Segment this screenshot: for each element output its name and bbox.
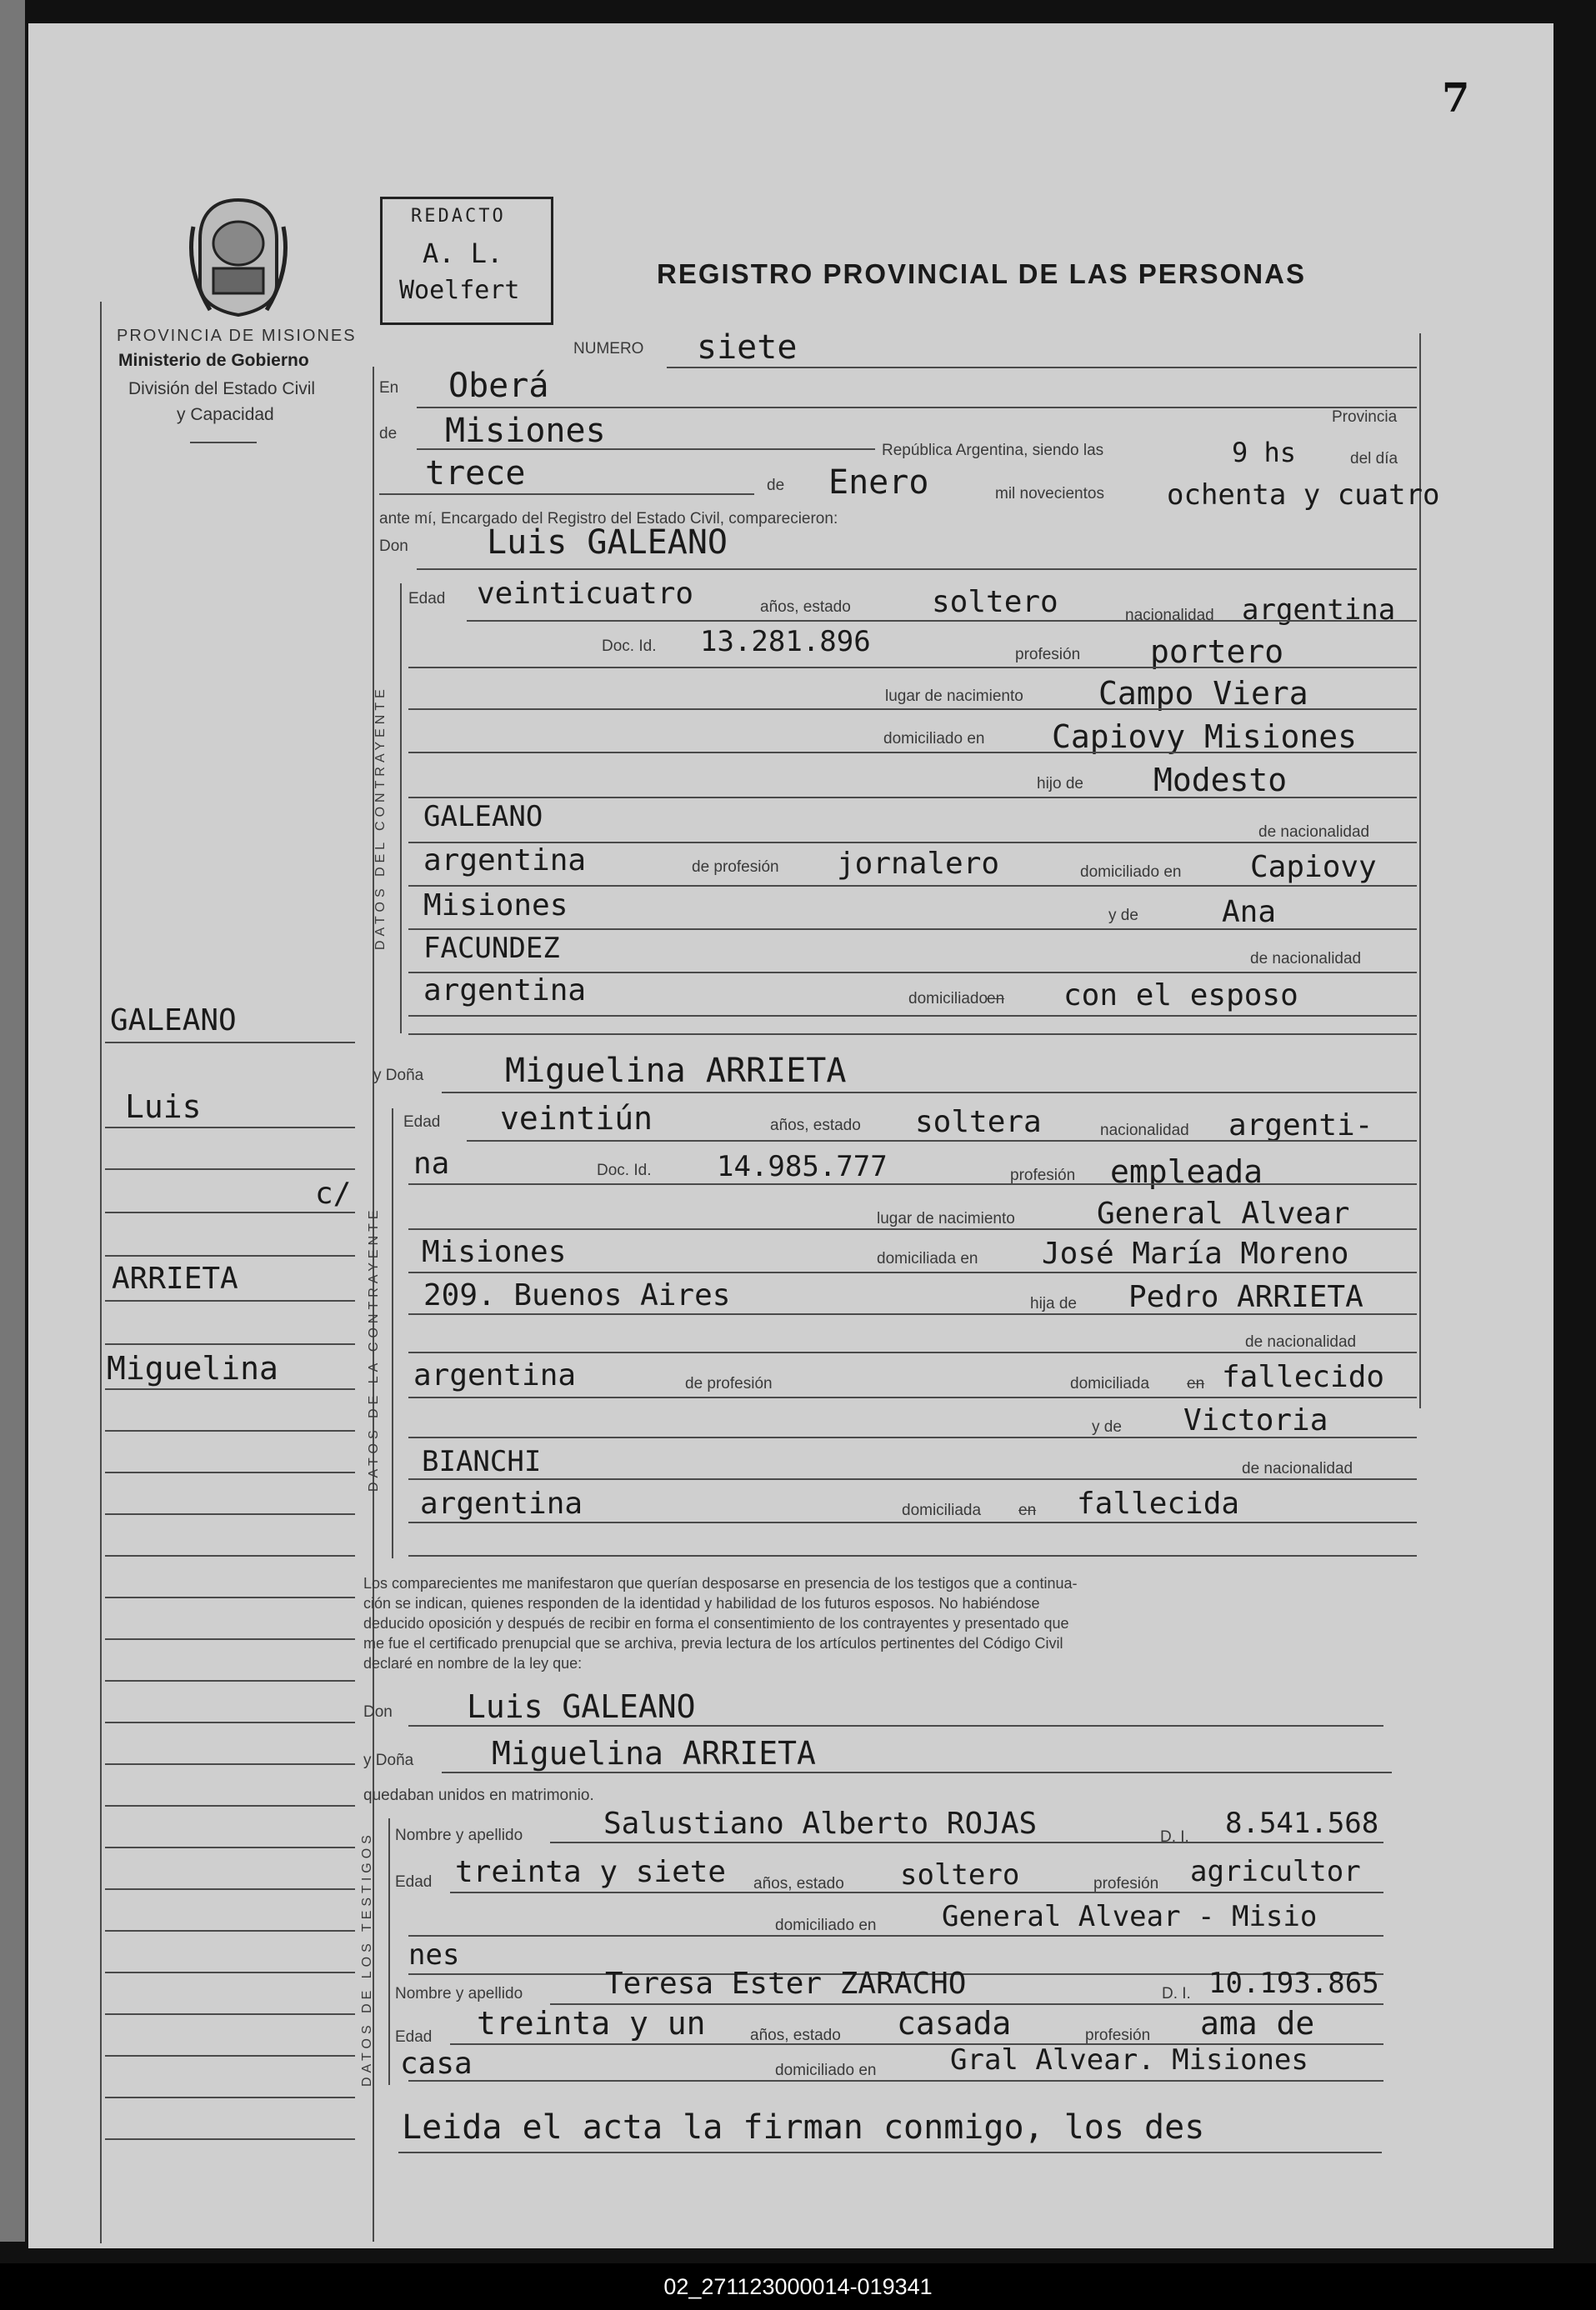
groom-mother-dom-strike: en	[987, 990, 1005, 1008]
scan-identifier: 02_271123000014-019341	[0, 2263, 1596, 2310]
en-label: En	[379, 379, 399, 397]
groom-estado-value: soltero	[932, 585, 1058, 619]
bride-lugar-line	[408, 1228, 1417, 1230]
margin-line-26	[105, 2138, 355, 2140]
groom-father-name: Modesto	[1153, 762, 1288, 798]
bride-prof-label: profesión	[1010, 1167, 1076, 1184]
bride-nac-value-a: argenti-	[1228, 1108, 1373, 1142]
mil-label: mil novecientos	[995, 485, 1104, 502]
bride-father-nac-label: de nacionalidad	[1245, 1333, 1357, 1351]
de-month-label: de	[767, 477, 785, 494]
bride-hija-label: hija de	[1030, 1295, 1077, 1312]
margin-line-15	[105, 1680, 355, 1682]
bride-mother-surname-line	[408, 1478, 1417, 1480]
margin-line-20	[105, 1888, 355, 1890]
groom-father-nac-label: de nacionalidad	[1258, 823, 1370, 841]
bride-lugar-value: General Alvear	[1097, 1197, 1350, 1231]
groom-father-surname: GALEANO	[423, 800, 543, 833]
witness1-name: Salustiano Alberto ROJAS	[603, 1807, 1038, 1841]
margin-line-10	[105, 1472, 355, 1473]
witness1-dom-b: nes	[408, 1938, 460, 1972]
closing-line	[398, 2152, 1382, 2153]
del-dia-label: del día	[1350, 450, 1398, 468]
bride-mother-surname: BIANCHI	[422, 1445, 542, 1478]
witness1-edad-line	[450, 1892, 1383, 1893]
witness1-name-line	[550, 1842, 1383, 1843]
groom-dom-line	[408, 752, 1417, 753]
bride-father-line	[408, 1352, 1417, 1353]
bride-father-nac-line	[408, 1397, 1417, 1398]
witness1-di-label: D. I.	[1160, 1828, 1189, 1846]
redacto-stamp	[380, 197, 553, 325]
groom-section-rule	[400, 583, 402, 1033]
bride-doc-line	[408, 1183, 1417, 1185]
page-number: 7	[1442, 75, 1470, 122]
quedaban-label: quedaban unidos en matrimonio.	[363, 1787, 594, 1804]
bride-mother-nac-label: de nacionalidad	[1242, 1460, 1353, 1478]
margin-line-2	[105, 1127, 355, 1128]
bride-name: Miguelina ARRIETA	[505, 1052, 847, 1090]
witness1-edad: treinta y siete	[455, 1855, 727, 1889]
province-value: Misiones	[445, 412, 606, 450]
bride-nac-value-b: na	[413, 1147, 450, 1181]
bride-section-end	[408, 1555, 1417, 1557]
groom-lugar-label: lugar de nacimiento	[885, 688, 1023, 705]
bride-edad-line	[467, 1140, 1417, 1142]
witness1-edad-label: Edad	[395, 1873, 433, 1891]
bride-father-dom-strike: en	[1187, 1375, 1205, 1392]
witness1-estado: soltero	[900, 1858, 1020, 1892]
groom-dom-value: Capiovy Misiones	[1052, 718, 1358, 755]
stamp-line-2: A. L.	[423, 238, 503, 269]
witness2-dom-label: domiciliado en	[775, 2062, 877, 2079]
declaration-line-3: deducido oposición y después de recibir en forma el consentimiento de los contrayentes y presentado que	[363, 1615, 1069, 1632]
margin-line-17	[105, 1763, 355, 1765]
margin-line-19	[105, 1847, 355, 1848]
groom-doc-line	[408, 667, 1417, 668]
groom-nac-value: argentina	[1242, 593, 1396, 627]
numero-line	[667, 367, 1417, 368]
witness2-dom-line	[408, 2080, 1383, 2082]
bride-mother-dom-strike: en	[1018, 1502, 1037, 1519]
margin-line-5	[105, 1255, 355, 1257]
margin-conjunction: c/	[315, 1177, 352, 1211]
bride-estado-label: años, estado	[770, 1117, 861, 1134]
numero-label: NUMERO	[573, 340, 644, 358]
groom-mother-nac: argentina	[423, 973, 587, 1008]
margin-line-21	[105, 1930, 355, 1932]
groom-prof-label: profesión	[1015, 646, 1081, 663]
numero-value: siete	[697, 328, 798, 367]
groom-father-dom-a: Capiovy	[1250, 850, 1377, 884]
don-label: Don	[379, 538, 408, 555]
bride-estado-value: soltera	[915, 1105, 1042, 1139]
city-value: Oberá	[448, 367, 549, 405]
bride-lugar-label: lugar de nacimiento	[877, 1210, 1015, 1228]
margin-line-13	[105, 1597, 355, 1598]
ministry-label: Ministerio de Gobierno	[118, 351, 309, 370]
margin-line-14	[105, 1638, 355, 1640]
witness2-dom: Gral Alvear. Misiones	[950, 2043, 1308, 2077]
groom-father-dom-b: Misiones	[423, 888, 568, 922]
margin-line-1	[105, 1042, 355, 1043]
bride-father-dom-label: domiciliada	[1070, 1375, 1150, 1392]
division-label-1: División del Estado Civil	[128, 379, 316, 398]
witness2-edad: treinta y un	[477, 2005, 706, 2042]
margin-line-24	[105, 2055, 355, 2057]
bride-father-nac: argentina	[413, 1358, 577, 1392]
margin-line-3	[105, 1168, 355, 1170]
groom-mother-surname: FACUNDEZ	[423, 932, 560, 965]
witness1-estado-label: años, estado	[753, 1875, 844, 1892]
witness1-dom-line	[408, 1935, 1383, 1937]
bride-father-dom: fallecido	[1222, 1360, 1385, 1394]
witness2-prof-b: casa	[400, 2047, 473, 2081]
witness2-di-label: D. I.	[1162, 1985, 1191, 2002]
groom-edad-value: veinticuatro	[477, 577, 694, 611]
bride-edad-label: Edad	[403, 1113, 441, 1131]
margin-line-23	[105, 2013, 355, 2015]
groom-mother-dom-label: domiciliado	[908, 990, 988, 1008]
witness2-edad-label: Edad	[395, 2028, 433, 2046]
margin-line-25	[105, 2097, 355, 2098]
republica-label: República Argentina, siendo las	[882, 442, 1104, 459]
closing-text: Leida el acta la firman conmigo, los des	[402, 2108, 1205, 2147]
groom-mother-line	[408, 928, 1417, 930]
groom-section-label: DATOS DEL CONTRAYENTE	[373, 685, 388, 950]
witness-section-label: DATOS DE LOS TESTIGOS	[360, 1831, 374, 2087]
groom-edad-line	[467, 620, 1417, 622]
declaration-line-4: me fue el certificado prenupcial que se archiva, previa lectura de los artículos pertinentes del Código Civil	[363, 1635, 1063, 1652]
stamp-line-3: Woelfert	[399, 276, 520, 305]
hour-value: 9 hs	[1232, 437, 1297, 468]
witness2-estado: casada	[897, 2005, 1012, 2042]
witness2-estado-label: años, estado	[750, 2027, 841, 2044]
witness2-di: 10.193.865	[1208, 1967, 1379, 2000]
margin-surname-1: GALEANO	[110, 1003, 237, 1038]
margin-surname-2: ARRIETA	[112, 1262, 238, 1296]
declared-dona-value: Miguelina ARRIETA	[492, 1735, 816, 1772]
bride-section-label: DATOS DE LA CONTRAYENTE	[367, 1206, 381, 1492]
groom-mother-nac-line	[408, 1015, 1417, 1017]
bride-dom-label: domiciliada en	[877, 1250, 978, 1268]
bride-mother-dom-label: domiciliada	[902, 1502, 982, 1519]
province-line	[417, 448, 875, 450]
coat-of-arms-emblem	[185, 193, 292, 318]
declared-dona-label: y Doña	[363, 1752, 414, 1769]
groom-edad-label: Edad	[408, 590, 446, 608]
month-value: Enero	[828, 463, 929, 502]
bride-section-rule	[392, 1108, 393, 1558]
witness2-name: Teresa Ester ZARACHO	[605, 1967, 967, 2001]
bride-dom-line	[408, 1272, 1417, 1273]
groom-father-dom-label: domiciliado en	[1080, 863, 1182, 881]
groom-y-de-label: y de	[1108, 907, 1138, 924]
margin-name-2: Miguelina	[107, 1350, 278, 1387]
bride-mother-nac: argentina	[420, 1487, 583, 1521]
margin-line-9	[105, 1430, 355, 1432]
de-label: de	[379, 425, 398, 442]
margin-line-12	[105, 1555, 355, 1557]
groom-doc-value: 13.281.896	[700, 625, 871, 658]
witness1-name-label: Nombre y apellido	[395, 1827, 523, 1844]
declared-don-line	[408, 1725, 1383, 1727]
division-label-2: y Capacidad	[177, 405, 274, 424]
groom-section-end	[408, 1033, 1417, 1035]
declared-dona-line	[442, 1772, 1392, 1773]
declaration-line-1: Los comparecientes me manifestaron que querían desposarse en presencia de los testigos que a continua-	[363, 1575, 1078, 1592]
binding-edge	[0, 0, 25, 2242]
witness1-prof: agricultor	[1190, 1855, 1361, 1888]
bride-edad-value: veintiún	[500, 1100, 653, 1137]
margin-line-18	[105, 1805, 355, 1807]
margin-line-22	[105, 1972, 355, 1973]
margin-name-1: Luis	[125, 1088, 202, 1125]
groom-father-nac-line	[408, 885, 1417, 887]
provincia-label: Provincia	[1332, 408, 1398, 426]
bride-father-prof-label: de profesión	[685, 1375, 773, 1392]
bride-name-line	[442, 1092, 1417, 1093]
witness1-dom-a: General Alvear - Misio	[942, 1900, 1318, 1933]
bride-mother-name: Victoria	[1183, 1403, 1328, 1438]
groom-hijo-label: hijo de	[1037, 775, 1083, 792]
y-dona-label: y Doña	[373, 1067, 424, 1084]
bride-y-de-label: y de	[1092, 1418, 1122, 1436]
declaration-line-2: ción se indican, quienes responden de la identidad y habilidad de los futuros esposos. No habiéndose	[363, 1595, 1040, 1612]
declared-don-value: Luis GALEANO	[467, 1688, 696, 1725]
bride-prof-value: empleada	[1110, 1153, 1263, 1190]
groom-doc-label: Doc. Id.	[602, 638, 657, 655]
groom-mother-dom: con el esposo	[1063, 978, 1298, 1012]
groom-lugar-line	[408, 708, 1417, 710]
bride-mother-line	[408, 1437, 1417, 1438]
witness-section-rule	[388, 1818, 390, 2085]
groom-estado-label: años, estado	[760, 598, 851, 616]
bride-dom-value-b: 209. Buenos Aires	[423, 1278, 731, 1312]
day-line	[379, 493, 754, 495]
groom-nac-label: nacionalidad	[1125, 607, 1214, 624]
groom-mother-nac-label: de nacionalidad	[1250, 950, 1362, 968]
margin-line-7	[105, 1343, 355, 1345]
witness1-prof-label: profesión	[1093, 1875, 1159, 1892]
declared-don-label: Don	[363, 1703, 393, 1721]
bride-mother-dom: fallecida	[1077, 1487, 1240, 1521]
bride-father-name: Pedro ARRIETA	[1128, 1280, 1363, 1314]
witness1-dom-label: domiciliado en	[775, 1917, 877, 1934]
stamp-line-1: REDACTO	[411, 206, 506, 227]
header-divider	[190, 442, 257, 443]
groom-dom-label: domiciliado en	[883, 730, 985, 748]
margin-line-8	[105, 1388, 355, 1390]
witness1-di: 8.541.568	[1225, 1807, 1379, 1840]
groom-father-nac: argentina	[423, 843, 587, 878]
bride-lugar-value-b: Misiones	[422, 1235, 567, 1269]
year-value: ochenta y cuatro	[1167, 478, 1440, 512]
groom-hijo-line	[408, 797, 1417, 798]
ante-mi-label: ante mí, Encargado del Registro del Estado Civil, comparecieron:	[379, 510, 838, 528]
witness2-name-label: Nombre y apellido	[395, 1985, 523, 2002]
groom-father-prof-label: de profesión	[692, 858, 779, 876]
province-label: PROVINCIA DE MISIONES	[117, 327, 357, 345]
left-margin-rule	[100, 302, 102, 2243]
margin-line-16	[105, 1722, 355, 1723]
margin-line-4	[105, 1212, 355, 1213]
day-value: trece	[425, 454, 526, 492]
groom-name: Luis GALEANO	[487, 523, 728, 562]
declaration-line-5: declaré en nombre de la ley que:	[363, 1655, 583, 1672]
bride-doc-value: 14.985.777	[717, 1150, 888, 1183]
margin-line-11	[105, 1513, 355, 1515]
witness2-prof-label: profesión	[1085, 2027, 1151, 2044]
bride-dom-value-a: José María Moreno	[1042, 1237, 1349, 1271]
bride-doc-label: Doc. Id.	[597, 1162, 652, 1179]
witness2-prof-a: ama de	[1200, 2005, 1315, 2042]
register-title: REGISTRO PROVINCIAL DE LAS PERSONAS	[657, 258, 1306, 289]
groom-mother-name: Ana	[1222, 895, 1277, 929]
groom-name-line	[417, 568, 1417, 570]
city-line	[417, 407, 1417, 408]
groom-lugar-value: Campo Viera	[1098, 675, 1308, 712]
bride-nac-label: nacionalidad	[1100, 1122, 1189, 1139]
bride-mother-nac-line	[408, 1522, 1417, 1523]
groom-father-prof: jornalero	[837, 847, 1000, 881]
margin-line-6	[105, 1300, 355, 1302]
bride-hija-line	[408, 1313, 1417, 1315]
groom-prof-value: portero	[1150, 633, 1284, 670]
